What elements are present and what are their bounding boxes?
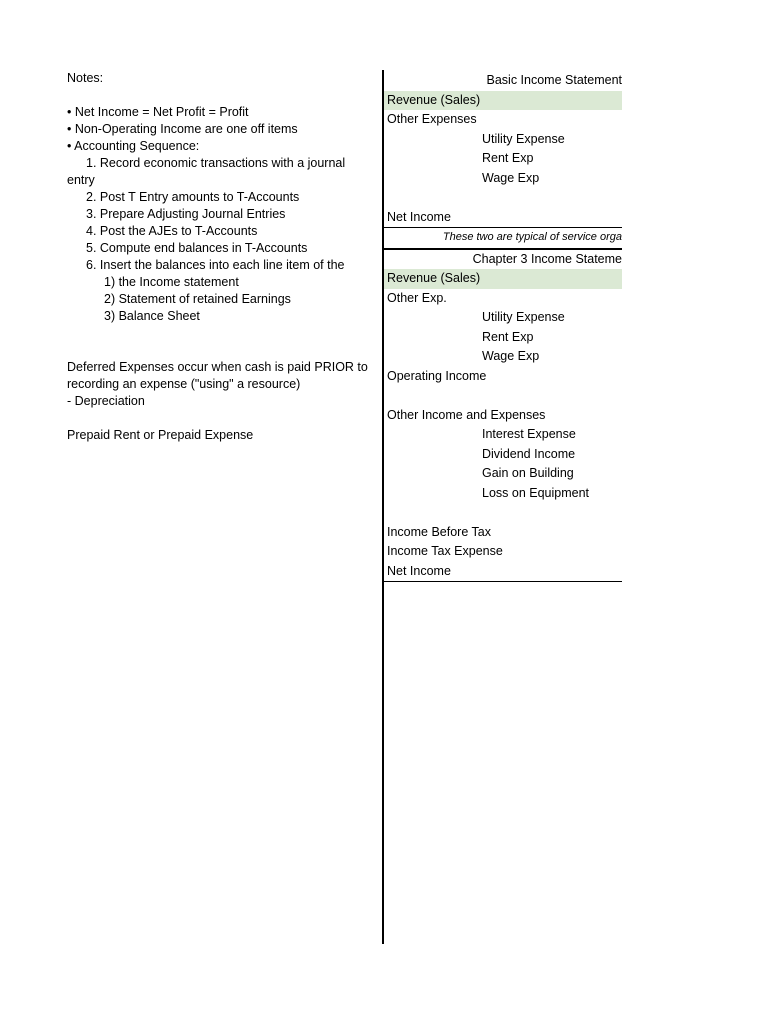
ch3-expense-item: Utility Expense (482, 310, 565, 324)
note-bullet: • Accounting Sequence: (67, 139, 200, 153)
ch3-operating-income-row: Operating Income (387, 368, 487, 383)
income-statements (384, 71, 622, 582)
sequence-step: 1. Record economic transactions with a journal (86, 156, 346, 170)
blank-row (384, 386, 622, 406)
ch3-income-before-tax-row: Income Before Tax (387, 524, 491, 539)
ch3-income-tax-expense-row: Income Tax Expense (387, 544, 503, 558)
ch3-net-income-row: Net Income (384, 562, 622, 583)
basic-other-expenses-row: Other Expenses (387, 112, 477, 126)
ch3-other-item: Interest Expense (482, 427, 576, 441)
ch3-expense-item: Wage Exp (482, 349, 540, 363)
sequence-sub-item: 1) the Income statement (104, 275, 239, 289)
sequence-sub-item: 2) Statement of retained Earnings (104, 292, 291, 306)
ch3-other-item: Gain on Building (482, 466, 574, 480)
basic-expense-item: Utility Expense (482, 131, 565, 146)
deferred-expenses-note: - Depreciation (67, 394, 145, 408)
ch3-other-income-expenses-row: Other Income and Expenses (387, 407, 546, 422)
basic-revenue-row: Revenue (Sales) (384, 91, 622, 111)
basic-net-income-row: Net Income (384, 208, 622, 229)
notes-heading: Notes: (67, 71, 104, 85)
sequence-step: 3. Prepare Adjusting Journal Entries (86, 207, 286, 221)
sequence-step-continued: entry (67, 173, 95, 187)
notes-section (67, 70, 383, 444)
ch3-revenue-row: Revenue (Sales) (384, 269, 622, 289)
ch3-statement-title: Chapter 3 Income Stateme (472, 251, 622, 266)
basic-expense-item: Wage Exp (482, 170, 540, 185)
blank-row (384, 503, 622, 523)
sequence-step: 6. Insert the balances into each line item of the (86, 258, 345, 272)
ch3-other-item: Loss on Equipment (482, 485, 590, 500)
sequence-sub-item: 3) Balance Sheet (104, 309, 200, 323)
deferred-expenses-note: Deferred Expenses occur when cash is paid PRIOR to (67, 360, 368, 374)
ch3-other-exp-row: Other Exp. (387, 290, 447, 305)
prepaid-note: Prepaid Rent or Prepaid Expense (67, 428, 254, 442)
ch3-expense-item: Rent Exp (482, 329, 534, 344)
deferred-expenses-note: recording an expense ("using" a resource) (67, 377, 301, 391)
note-bullet: • Net Income = Net Profit = Profit (67, 105, 249, 119)
ch3-other-item: Dividend Income (482, 446, 576, 461)
sequence-step: 4. Post the AJEs to T-Accounts (86, 224, 258, 238)
sequence-step: 2. Post T Entry amounts to T-Accounts (86, 190, 300, 204)
basic-expense-item: Rent Exp (482, 151, 534, 165)
service-org-note: These two are typical of service orga (384, 228, 622, 250)
blank-row (384, 188, 622, 208)
basic-statement-title: Basic Income Statement (486, 73, 622, 87)
note-bullet: • Non-Operating Income are one off items (67, 122, 298, 136)
sequence-step: 5. Compute end balances in T-Accounts (86, 241, 308, 255)
